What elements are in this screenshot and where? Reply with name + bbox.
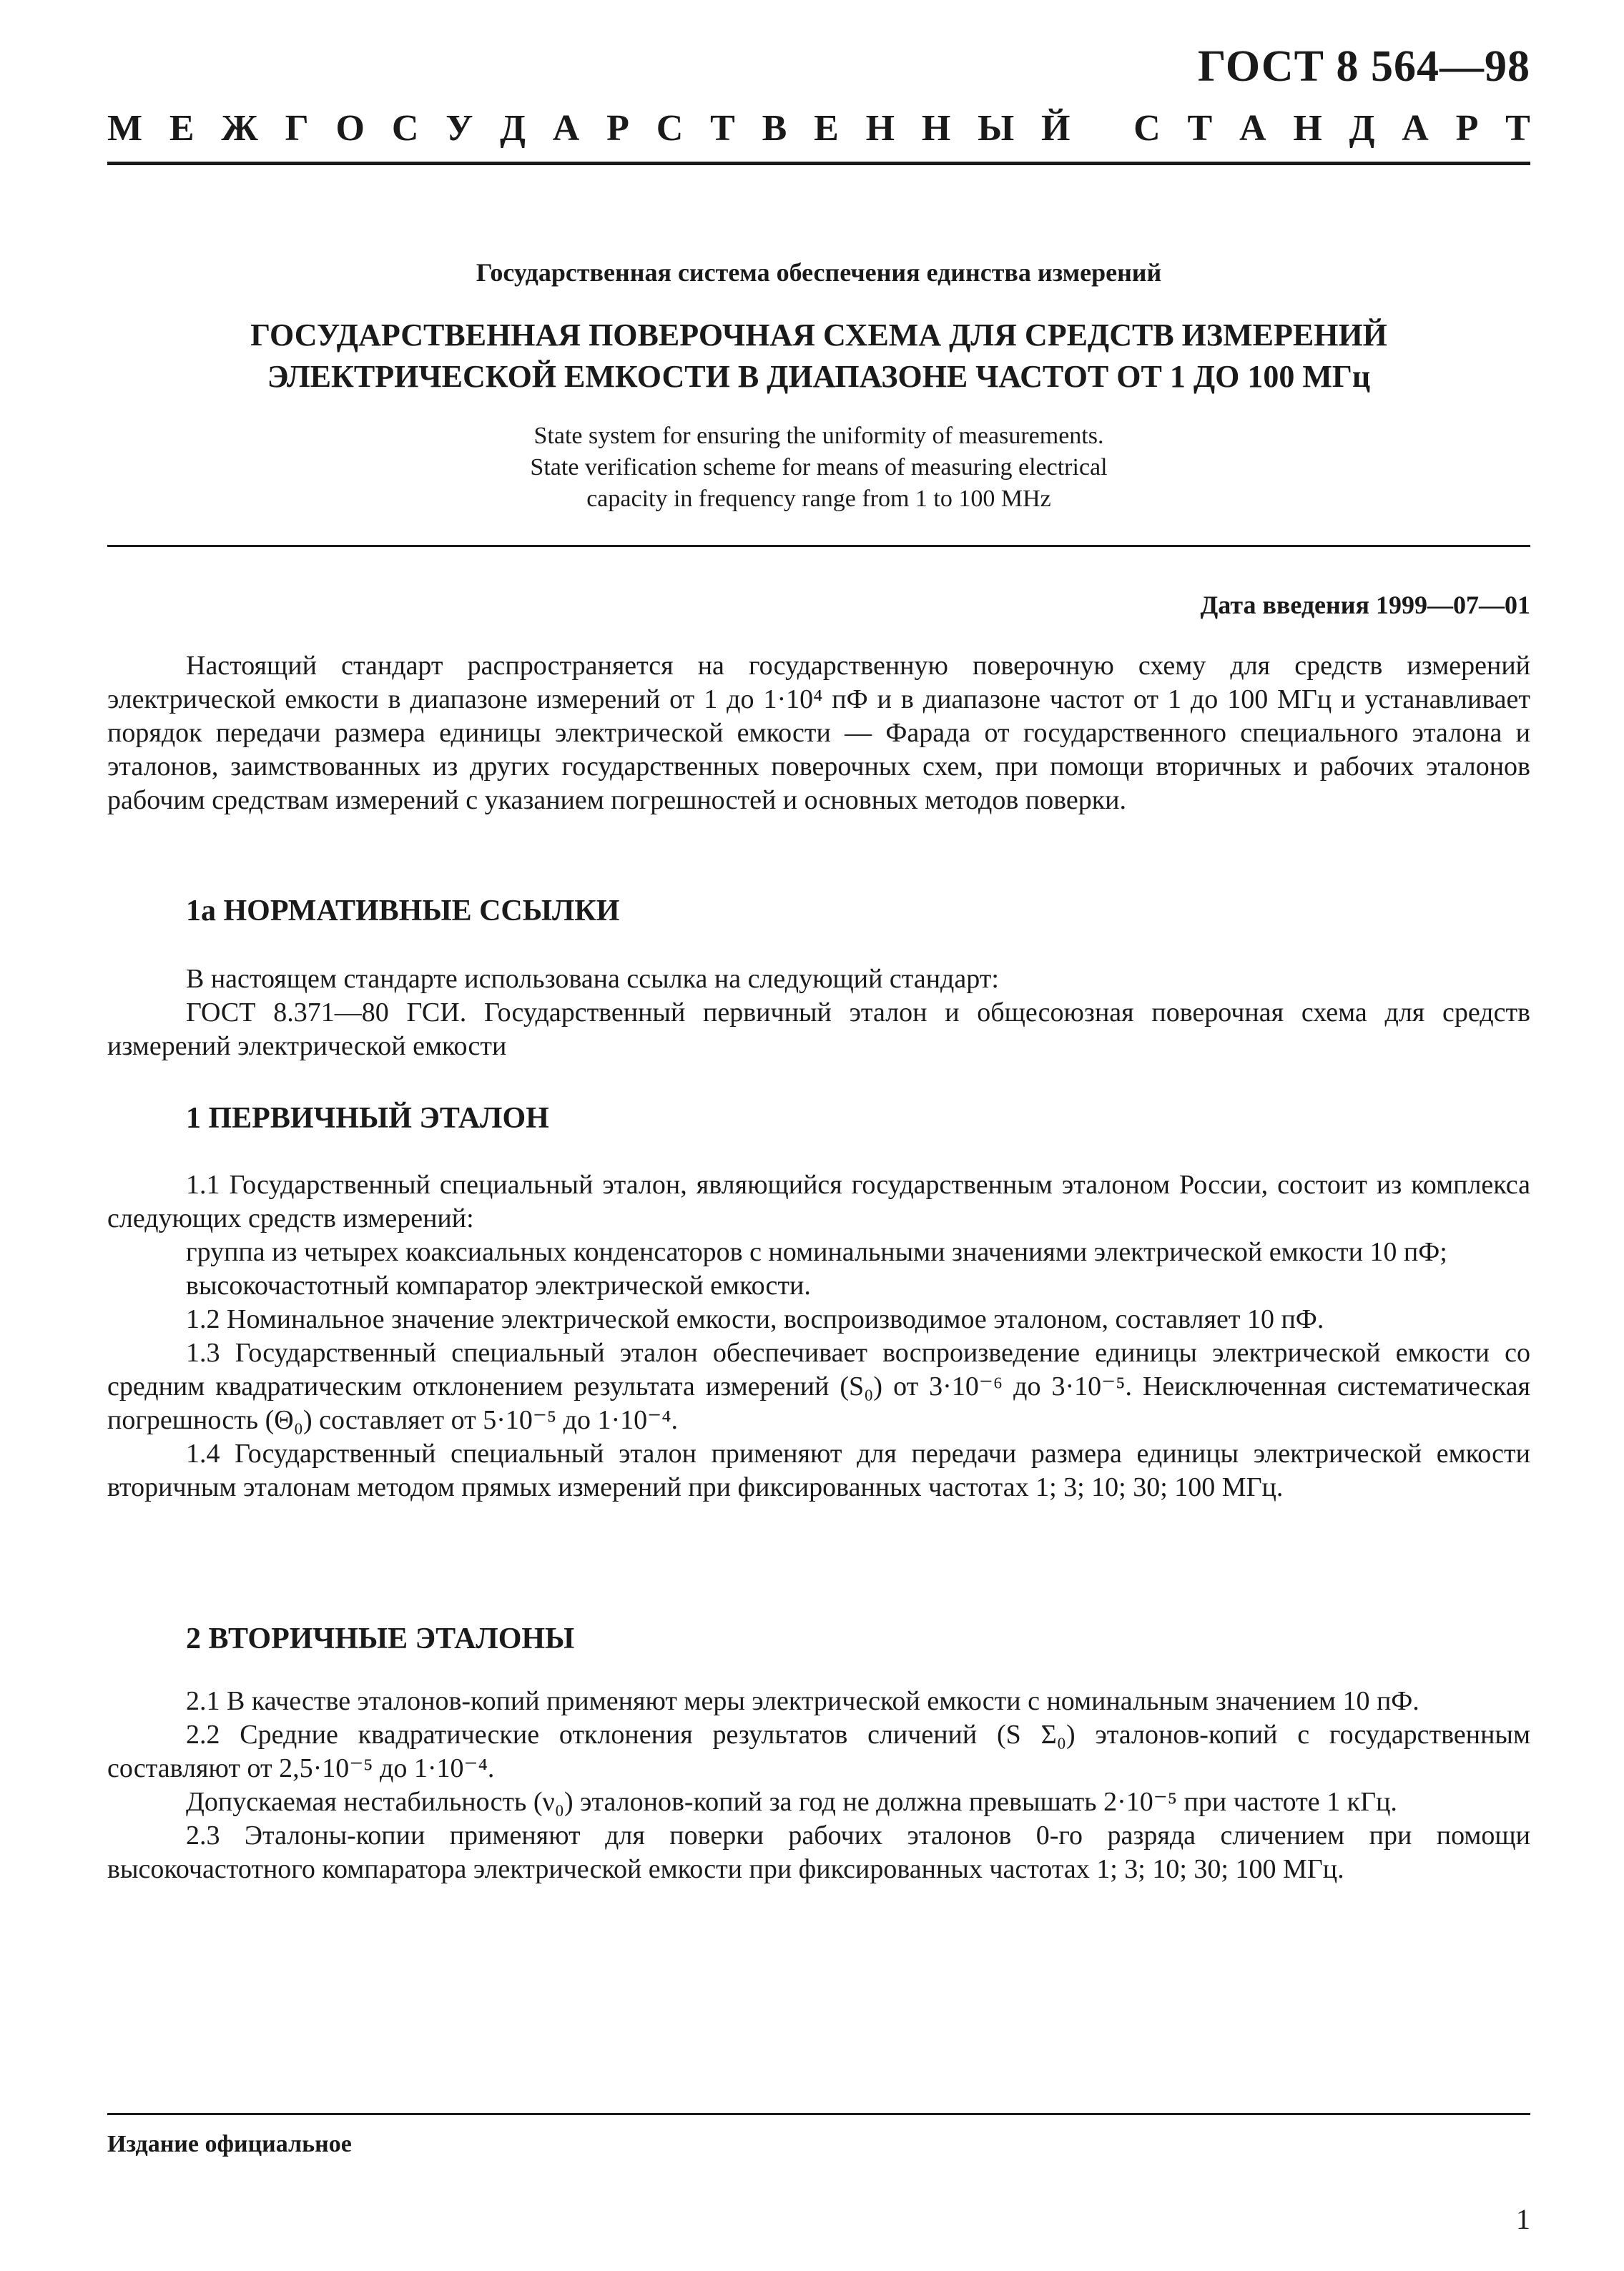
main-title-line: ГОСУДАРСТВЕННАЯ ПОВЕРОЧНАЯ СХЕМА ДЛЯ СРЕДСТВ ИЗМЕРЕНИЙ xyxy=(250,317,1387,353)
section-heading-1a: 1а НОРМАТИВНЫЕ ССЫЛКИ xyxy=(186,895,620,927)
paragraph: 2.1 В качестве эталонов-копий применяют меры электрической емкости с номинальным значением 10 пФ. xyxy=(186,1686,1419,1716)
banner-letter: Д xyxy=(1349,108,1375,149)
banner-letter: С xyxy=(391,108,419,149)
banner-letter: У xyxy=(446,108,473,149)
paragraph: В настоящем стандарте использована ссылка на следующий стандарт: xyxy=(186,964,999,994)
banner-letter: А xyxy=(1402,108,1429,149)
page-number: 1 xyxy=(1516,2203,1530,2235)
header-rule xyxy=(107,162,1530,165)
banner-letter xyxy=(1097,107,1106,149)
banner-letter: Ж xyxy=(221,108,258,149)
introduction-date: Дата введения 1999—07—01 xyxy=(1200,591,1530,619)
banner-letter: С xyxy=(1133,108,1161,149)
banner-letter: А xyxy=(1239,108,1266,149)
paragraph: 1.2 Номинальное значение электрической емкости, воспроизводимое эталоном, составляет 10 пФ. xyxy=(186,1304,1324,1334)
banner-letter: А xyxy=(552,108,580,149)
english-title-line: capacity in frequency range from 1 to 100 MHz xyxy=(586,486,1051,512)
section-heading-1: 1 ПЕРВИЧНЫЙ ЭТАЛОН xyxy=(186,1102,549,1135)
banner-letter: О xyxy=(335,108,365,149)
banner-letter: Р xyxy=(1455,108,1479,149)
english-title-line: State verification scheme for means of measuring electrical xyxy=(530,454,1108,481)
paragraph: Настоящий стандарт распространяется на государственную поверочную схему для средств измерений электрической емкости в диапазоне измерений от 1 до 1·10⁴ пФ и в диапазоне частот от 1 до 100 МГц и устанавливает порядок передачи размера единицы электрической емкости — Фарада от государственного специального эталона и эталонов, заимствованных из других государственных поверочных схем, при помощи вторичных и рабочих эталонов рабочим средствам измерений с указанием погрешностей и основных методов поверки. xyxy=(107,651,1530,815)
english-title-line: State system for ensuring the uniformity of measurements. xyxy=(533,423,1104,449)
section-2-body xyxy=(107,1685,1530,1886)
banner-letter: Е xyxy=(169,108,195,149)
paragraph: ГОСТ 8.371—80 ГСИ. Государственный первичный эталон и общесоюзная поверочная схема для средств измерений электрической емкости xyxy=(107,997,1530,1061)
banner-letter: Т xyxy=(1505,108,1530,149)
section-1a-body xyxy=(107,962,1530,1063)
banner-letter: Ы xyxy=(978,108,1015,149)
banner-letter: С xyxy=(656,108,684,149)
banner-letter: Т xyxy=(710,108,735,149)
paragraph: Допускаемая нестабильность (ν₀) эталонов-копий за год не должна превышать 2·10⁻⁵ при частоте 1 кГц. xyxy=(186,1787,1397,1817)
official-edition-label: Издание официальное xyxy=(107,2131,352,2157)
banner-letter: Й xyxy=(1041,108,1071,149)
paragraph: группа из четырех коаксиальных конденсаторов с номинальными значениями электрической емкости 10 пФ; xyxy=(186,1237,1447,1267)
banner-letter: Р xyxy=(606,108,629,149)
banner-letter: Е xyxy=(814,108,839,149)
banner-letter: В xyxy=(762,108,787,149)
banner-letter: Н xyxy=(865,108,895,149)
footer-rule xyxy=(107,2113,1530,2115)
paragraph: высокочастотный компаратор электрической емкости. xyxy=(186,1271,811,1301)
paragraph: 1.4 Государственный специальный эталон применяют для передачи размера единицы электрической емкости вторичным эталонам методом прямых измерений при фиксированных частотах 1; 3; 10; 30; 100 МГц. xyxy=(107,1439,1530,1502)
banner-letter: Н xyxy=(921,108,951,149)
banner-letter: Д xyxy=(500,108,526,149)
banner-letter: Г xyxy=(285,108,309,149)
intro-paragraph xyxy=(107,649,1530,817)
document-page xyxy=(107,29,1530,2245)
gost-number: ГОСТ 8 564—98 xyxy=(1197,42,1530,91)
paragraph: 2.2 Средние квадратические отклонения результатов сличений (S Σ₀) эталонов-копий с государственным составляют от 2,5·10⁻⁵ до 1·10⁻⁴. xyxy=(107,1720,1530,1783)
banner-letter: М xyxy=(107,108,143,149)
paragraph: 2.3 Эталоны-копии применяют для поверки рабочих эталонов 0-го разряда сличением при помощи высокочастотного компаратора электрической емкости при фиксированных частотах 1; 3; 10; 30; 100 МГц. xyxy=(107,1821,1530,1884)
main-title-line: ЭЛЕКТРИЧЕСКОЙ ЕМКОСТИ В ДИАПАЗОНЕ ЧАСТОТ ОТ 1 ДО 100 МГц xyxy=(267,359,1371,394)
system-title: Государственная система обеспечения единства измерений xyxy=(476,258,1162,287)
paragraph: 1.3 Государственный специальный эталон обеспечивает воспроизведение единицы электрической емкости со средним квадратическим отклонением результата измерений (S₀) от 3·10⁻⁶ до 3·10⁻⁵. Неисключенная систематическая погрешность (Θ₀) составляет от 5·10⁻⁵ до 1·10⁻⁴. xyxy=(107,1338,1530,1435)
main-title xyxy=(107,315,1530,398)
paragraph: 1.1 Государственный специальный эталон, являющийся государственным эталоном России, состоит из комплекса следующих средств измерений: xyxy=(107,1170,1530,1233)
banner-letter: Т xyxy=(1187,108,1213,149)
interstate-standard-banner xyxy=(107,107,1530,149)
banner-letter: Н xyxy=(1293,108,1322,149)
english-title xyxy=(107,420,1530,515)
section-heading-2: 2 ВТОРИЧНЫЕ ЭТАЛОНЫ xyxy=(186,1622,575,1655)
section-1-body xyxy=(107,1168,1530,1504)
title-rule xyxy=(107,545,1530,547)
